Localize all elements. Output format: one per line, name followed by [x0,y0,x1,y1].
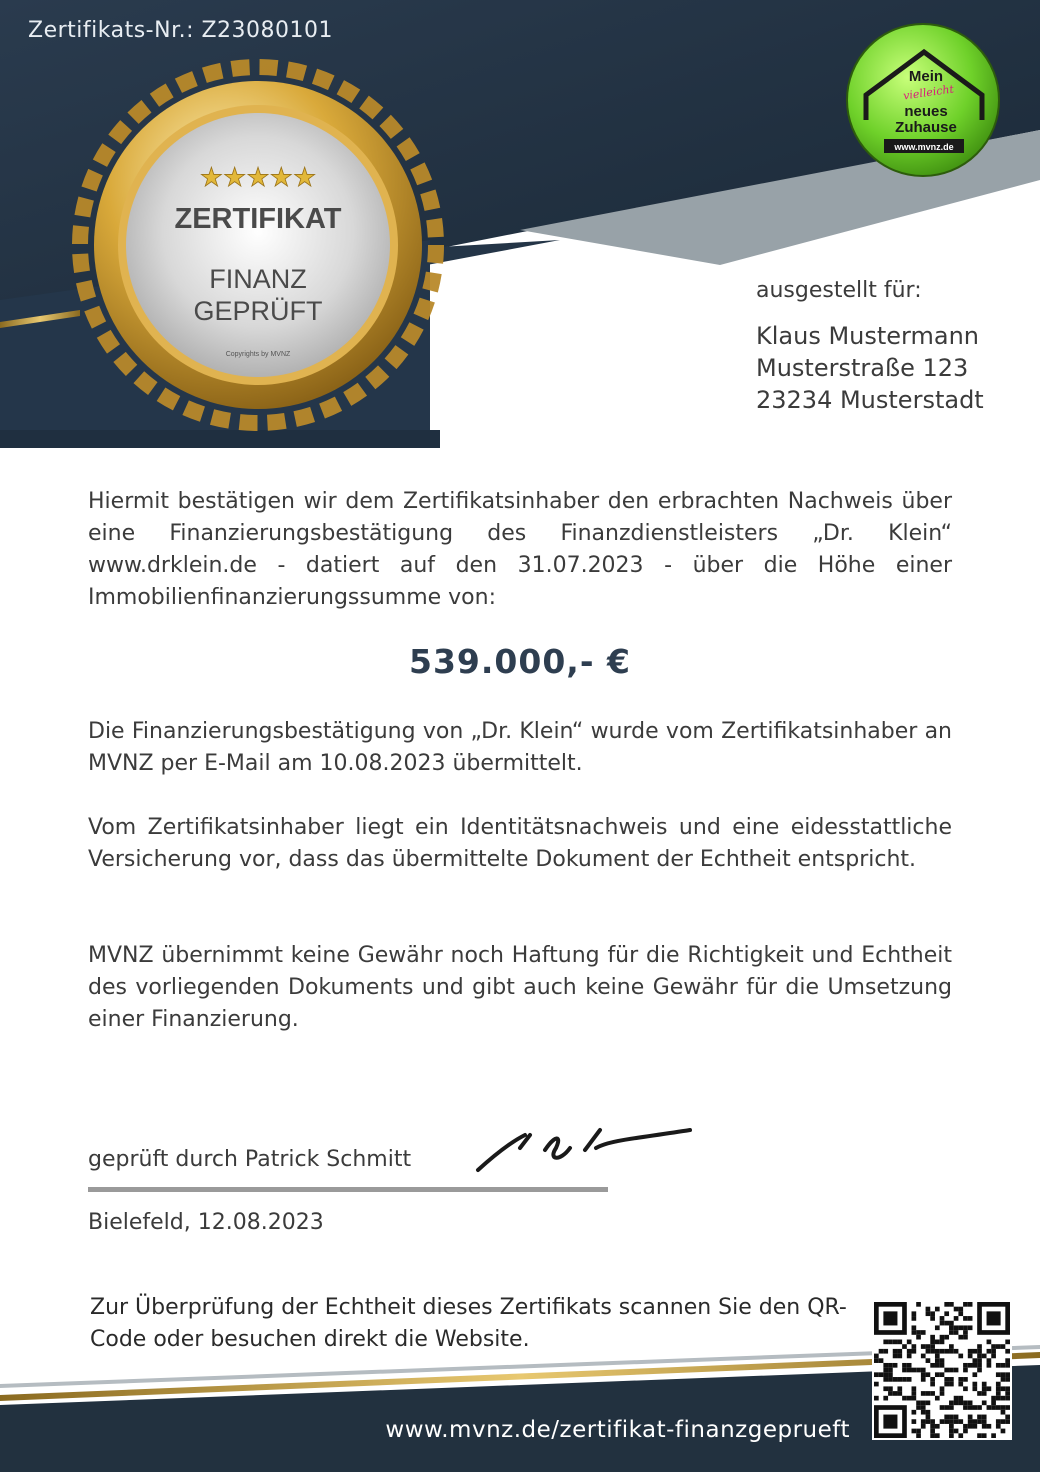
seal-title: ZERTIFIKAT [174,203,342,235]
body-paragraph-1: Hiermit bestätigen wir dem Zertifikatsinhaber den erbrachten Nachweis über eine Finanzierungsbestätigung des Finanzdienstleisters „Dr. Klein“ www.drklein.de - datiert auf den 31.07.2023 - über die Höhe einer Immobilienfinanzierungssumme von: [88,489,952,610]
body-paragraph-4: MVNZ übernimmt keine Gewähr noch Haftung für die Richtigkeit und Echtheit des vorliegenden Dokuments und gibt auch keine Gewähr für die Umsetzung einer Finanzierung. [88,943,952,1032]
qr-code-icon [872,1300,1012,1440]
seal-line2: GEPRÜFT [193,296,323,326]
seal-line1: FINANZ [209,264,307,294]
qr-code[interactable] [872,1300,1012,1440]
recipient-street: Musterstraße 123 [756,354,969,382]
logo-text [847,24,999,176]
seal-copyright: Copyrights by MVNZ [225,351,291,358]
logo-line3: Zuhause [895,119,957,136]
signature-scribble [478,1130,690,1170]
recipient-address [756,320,984,416]
logo-line2: neues [904,103,948,120]
recipient-name: Klaus Mustermann [756,322,980,350]
seal [0,0,520,440]
seal-stars: ★★★★★ [199,162,317,192]
financing-amount: 539.000,- € [409,642,631,681]
body-paragraph-3: Vom Zertifikatsinhaber liegt ein Identitätsnachweis und eine eidesstattliche Versicherung vor, dass das übermittelte Dokument der Echtheit entspricht. [88,815,952,872]
checked-by: geprüft durch Patrick Schmitt [88,1147,412,1172]
place-date: Bielefeld, 12.08.2023 [88,1210,324,1235]
verification-text: Zur Überprüfung der Echtheit dieses Zertifikats scannen Sie den QR-Code oder besuchen direkt die Website. [90,1295,847,1352]
logo-url: www.mvnz.de [894,142,954,152]
logo-script-word: vielleicht [902,82,955,103]
recipient-city: 23234 Musterstadt [756,386,984,414]
issued-for-label: ausgestellt für: [756,278,922,303]
logo-line1: Mein [908,68,944,85]
body-paragraph-2: Die Finanzierungsbestätigung von „Dr. Klein“ wurde vom Zertifikatsinhaber an MVNZ per E-Mail am 10.08.2023 übermittelt. [88,719,952,776]
footer-url[interactable]: www.mvnz.de/zertifikat-finanzgeprueft [385,1417,850,1443]
certificate-number: Zertifikats-Nr.: Z23080101 [28,18,334,43]
signature-line [88,1187,608,1192]
